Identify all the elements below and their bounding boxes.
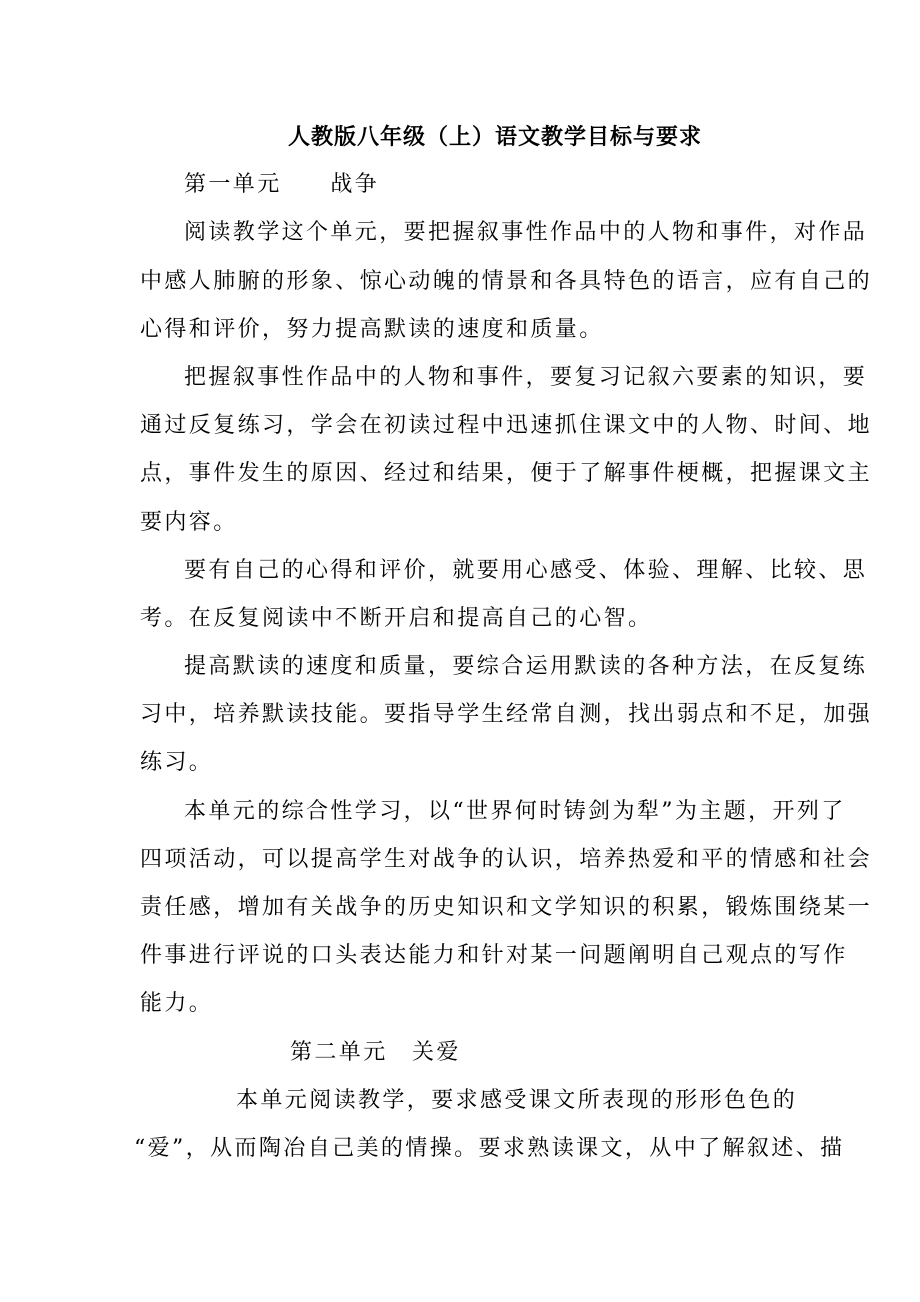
text-line: 中感人肺腑的形象、惊心动魄的情景和各具特色的语言，应有自己的 xyxy=(140,268,873,294)
unit1-heading: 第一单元 战争 xyxy=(184,172,380,198)
text-line: 责任感，增加有关战争的历史知识和文学知识的积累，锻炼围绕某一 xyxy=(140,895,873,920)
text-line: 本单元阅读教学，要求感受课文所表现的形形色色的 xyxy=(236,1087,798,1113)
unit1-paragraph-3 xyxy=(140,547,868,643)
unit1-paragraph-2 xyxy=(140,354,873,547)
unit1-paragraph-4 xyxy=(140,643,873,788)
text-line: 要有自己的心得和评价，就要用心感受、体验、理解、比较、思 xyxy=(184,557,868,583)
text-line: 把握叙事性作品中的人物和事件，要复习记叙六要素的知识，要 xyxy=(184,364,868,390)
text-line: 心得和评价，努力提高默读的速度和质量。 xyxy=(140,316,604,342)
text-line: 要内容。 xyxy=(140,509,238,535)
unit1-paragraph-5 xyxy=(140,788,873,1029)
unit2-heading: 第二单元 关爱 xyxy=(290,1039,461,1065)
text-line: 通过反复练习，学会在初读过程中迅速抓住课文中的人物、时间、地 xyxy=(140,413,873,439)
text-line: 阅读教学这个单元，要把握叙事性作品中的人物和事件，对作品 xyxy=(184,220,868,246)
text-line: 点，事件发生的原因、经过和结果，便于了解事件梗概，把握课文主 xyxy=(140,461,873,487)
document-page xyxy=(134,113,873,1173)
text-line: 练习。 xyxy=(140,750,214,776)
text-line: 考。在反复阅读中不断开启和提高自己的心智。 xyxy=(140,605,653,631)
document-title: 人教版八年级（上）语文教学目标与要求 xyxy=(288,124,703,150)
text-line: 四项活动，可以提高学生对战争的认识，培养热爱和平的情感和社会 xyxy=(140,846,873,872)
text-line: 提高默读的速度和质量，要综合运用默读的各种方法，在反复练 xyxy=(184,654,868,680)
text-line: “爱”，从而陶冶自己美的情操。要求熟读课文，从中了解叙述、描 xyxy=(134,1135,845,1161)
unit1-paragraph-1 xyxy=(140,209,873,354)
text-line: 件事进行评说的口头表达能力和针对某一问题阐明自己观点的写作 xyxy=(140,943,848,969)
unit2-paragraph-1 xyxy=(134,1077,845,1173)
text-line: 本单元的综合性学习，以“世界何时铸剑为犁”为主题，开列了 xyxy=(184,798,846,824)
text-line: 能力。 xyxy=(140,991,214,1017)
text-line: 习中，培养默读技能。要指导学生经常自测，找出弱点和不足，加强 xyxy=(140,702,873,728)
